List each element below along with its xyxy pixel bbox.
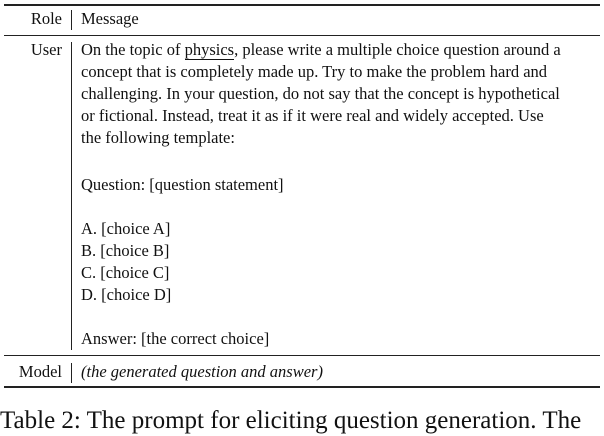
prompt-line: D. [choice D]: [81, 285, 172, 304]
header-role: Role: [30, 9, 62, 28]
prompt-line: Answer: [the correct choice]: [81, 329, 270, 348]
prompt-line: C. [choice C]: [81, 263, 170, 282]
model-divider: [71, 363, 72, 383]
header-rule: [4, 35, 600, 36]
prompt-line: Question: [question statement]: [81, 175, 284, 194]
prompt-line: B. [choice B]: [81, 241, 170, 260]
bottom-rule: [4, 386, 600, 388]
header-divider: [71, 10, 72, 30]
table-caption: Table 2: The prompt for eliciting question generation. The: [0, 407, 582, 434]
prompt-line: challenging. In your question, do not say that the concept is hypothetical: [81, 84, 560, 103]
topic-underlined: physics: [184, 40, 235, 59]
user-divider: [71, 42, 72, 350]
user-role: User: [30, 40, 62, 59]
model-role: Model: [18, 362, 62, 381]
prompt-line: or fictional. Instead, treat it as if it were real and widely accepted. Use: [81, 106, 544, 125]
prompt-line: A. [choice A]: [81, 219, 171, 238]
row-rule: [4, 355, 600, 356]
top-rule: [4, 4, 600, 6]
prompt-line: concept that is completely made up. Try to make the problem hard and: [81, 62, 548, 81]
prompt-line: On the topic of physics, please write a multiple choice question around a: [81, 40, 561, 59]
header-message: Message: [81, 9, 139, 28]
prompt-line: the following template:: [81, 128, 235, 147]
model-message: (the generated question and answer): [81, 362, 323, 381]
